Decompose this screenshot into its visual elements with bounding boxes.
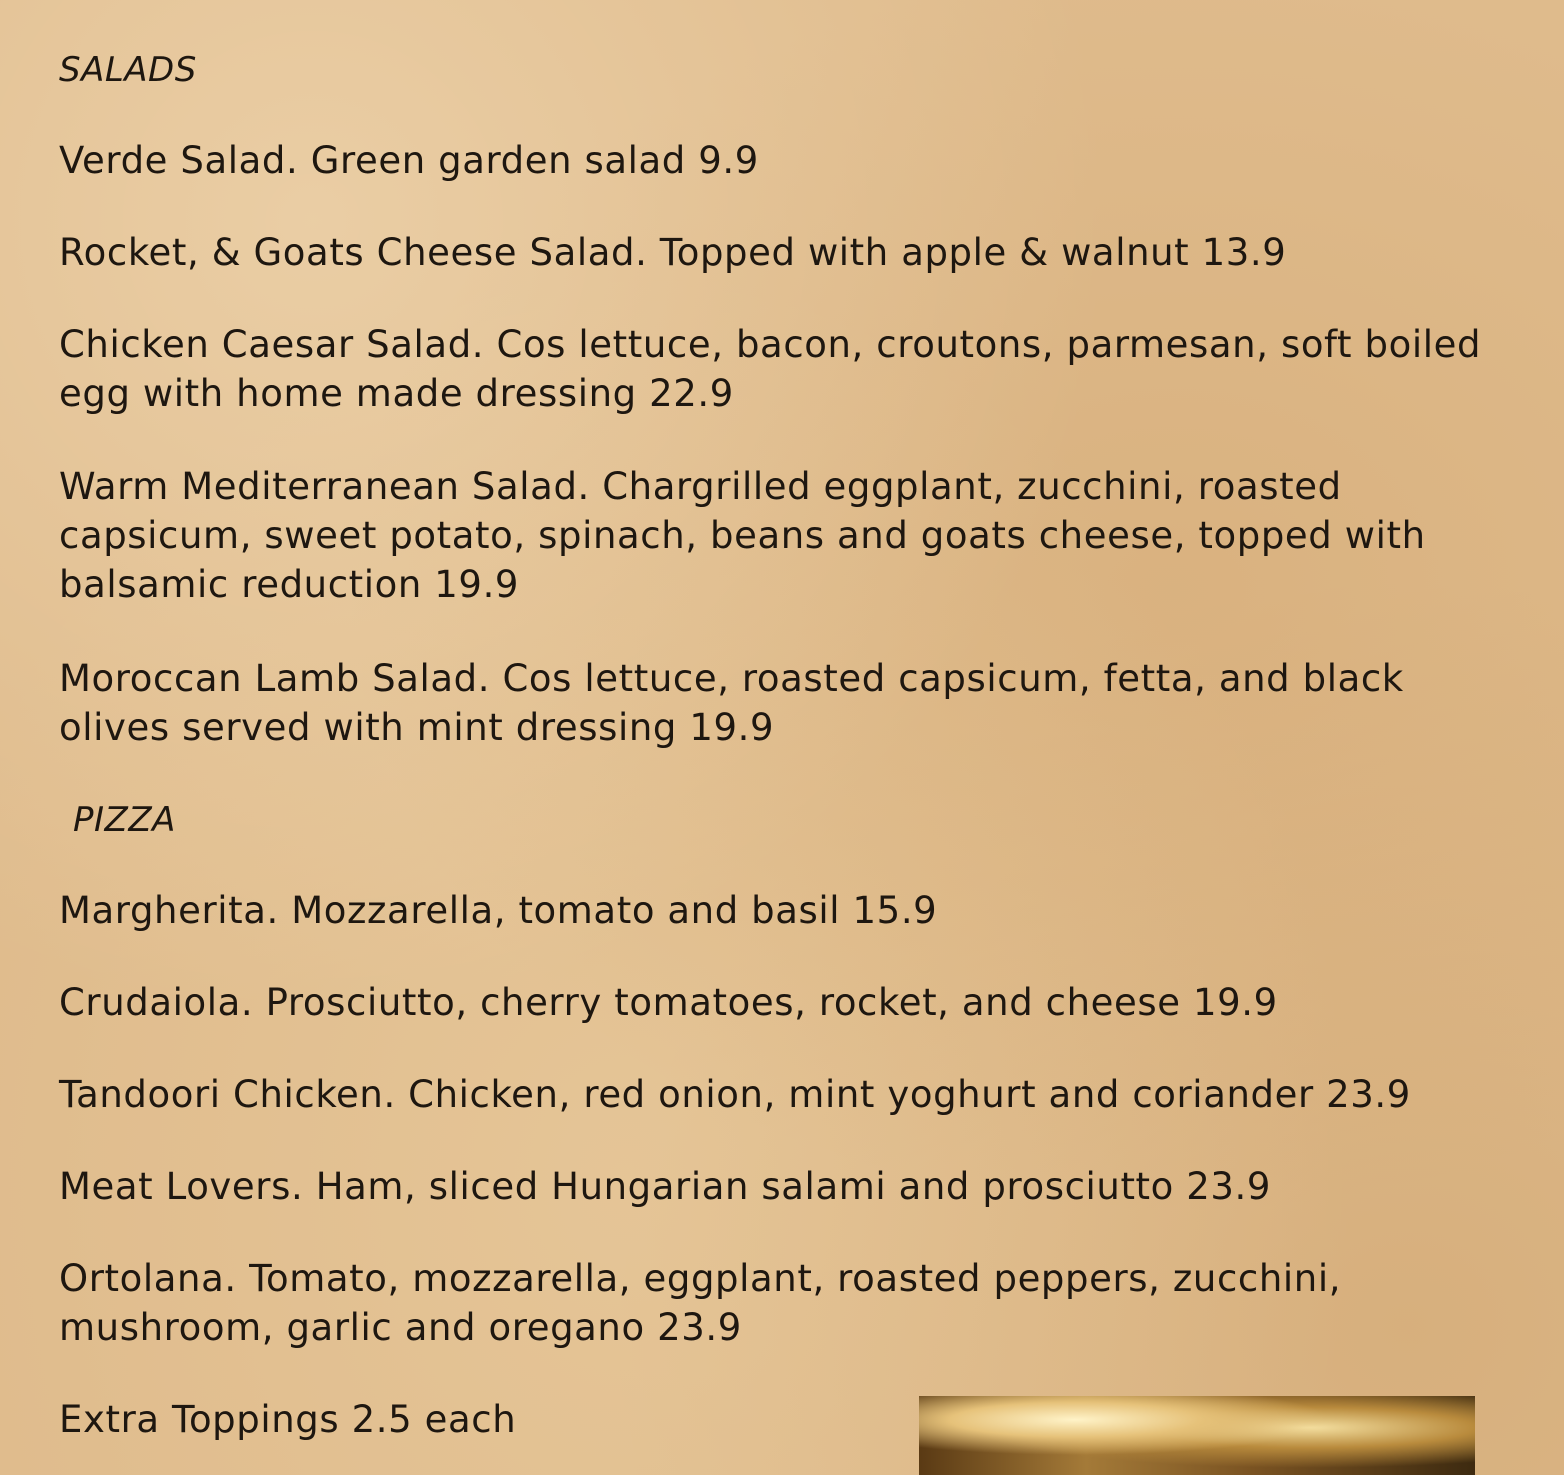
item-line: Verde Salad. Green garden salad 9.9 (59, 139, 759, 182)
food-photo (919, 1396, 1475, 1475)
menu-item-tandoori-chicken (59, 1070, 1411, 1119)
item-line: Warm Mediterranean Salad. Chargrilled eggplant, zucchini, roasted (59, 465, 1342, 508)
salads-heading: SALADS (59, 50, 197, 90)
item-line: Moroccan Lamb Salad. Cos lettuce, roasted capsicum, fetta, and black (59, 657, 1404, 700)
item-line: balsamic reduction 19.9 (59, 563, 520, 606)
item-line: capsicum, sweet potato, spinach, beans and goats cheese, topped with (59, 514, 1426, 557)
pizza-heading: PIZZA (73, 800, 176, 840)
menu-item-warm-mediterranean-salad (59, 462, 1426, 609)
item-line: Margherita. Mozzarella, tomato and basil 15.9 (59, 889, 938, 932)
menu-item-extra-toppings (59, 1395, 516, 1444)
item-line: Crudaiola. Prosciutto, cherry tomatoes, rocket, and cheese 19.9 (59, 981, 1278, 1024)
menu-item-meat-lovers (59, 1162, 1271, 1211)
menu-item-rocket-goats-cheese-salad (59, 228, 1286, 277)
item-line: Meat Lovers. Ham, sliced Hungarian salami and prosciutto 23.9 (59, 1165, 1272, 1208)
item-line: Ortolana. Tomato, mozzarella, eggplant, roasted peppers, zucchini, (59, 1257, 1342, 1300)
item-line: olives served with mint dressing 19.9 (59, 706, 775, 749)
item-line: Tandoori Chicken. Chicken, red onion, mint yoghurt and coriander 23.9 (59, 1073, 1411, 1116)
menu-item-crudaiola (59, 978, 1278, 1027)
item-line: Extra Toppings 2.5 each (59, 1398, 517, 1441)
item-line: Chicken Caesar Salad. Cos lettuce, bacon, croutons, parmesan, soft boiled (59, 323, 1482, 366)
menu-item-chicken-caesar-salad (59, 320, 1481, 418)
item-line: egg with home made dressing 22.9 (59, 372, 734, 415)
item-line: mushroom, garlic and oregano 23.9 (59, 1306, 742, 1349)
menu-item-margherita (59, 886, 937, 935)
item-line: Rocket, & Goats Cheese Salad. Topped with apple & walnut 13.9 (59, 231, 1287, 274)
menu-item-ortolana (59, 1254, 1341, 1352)
menu-item-moroccan-lamb-salad (59, 654, 1404, 752)
menu-item-verde-salad (59, 136, 759, 185)
